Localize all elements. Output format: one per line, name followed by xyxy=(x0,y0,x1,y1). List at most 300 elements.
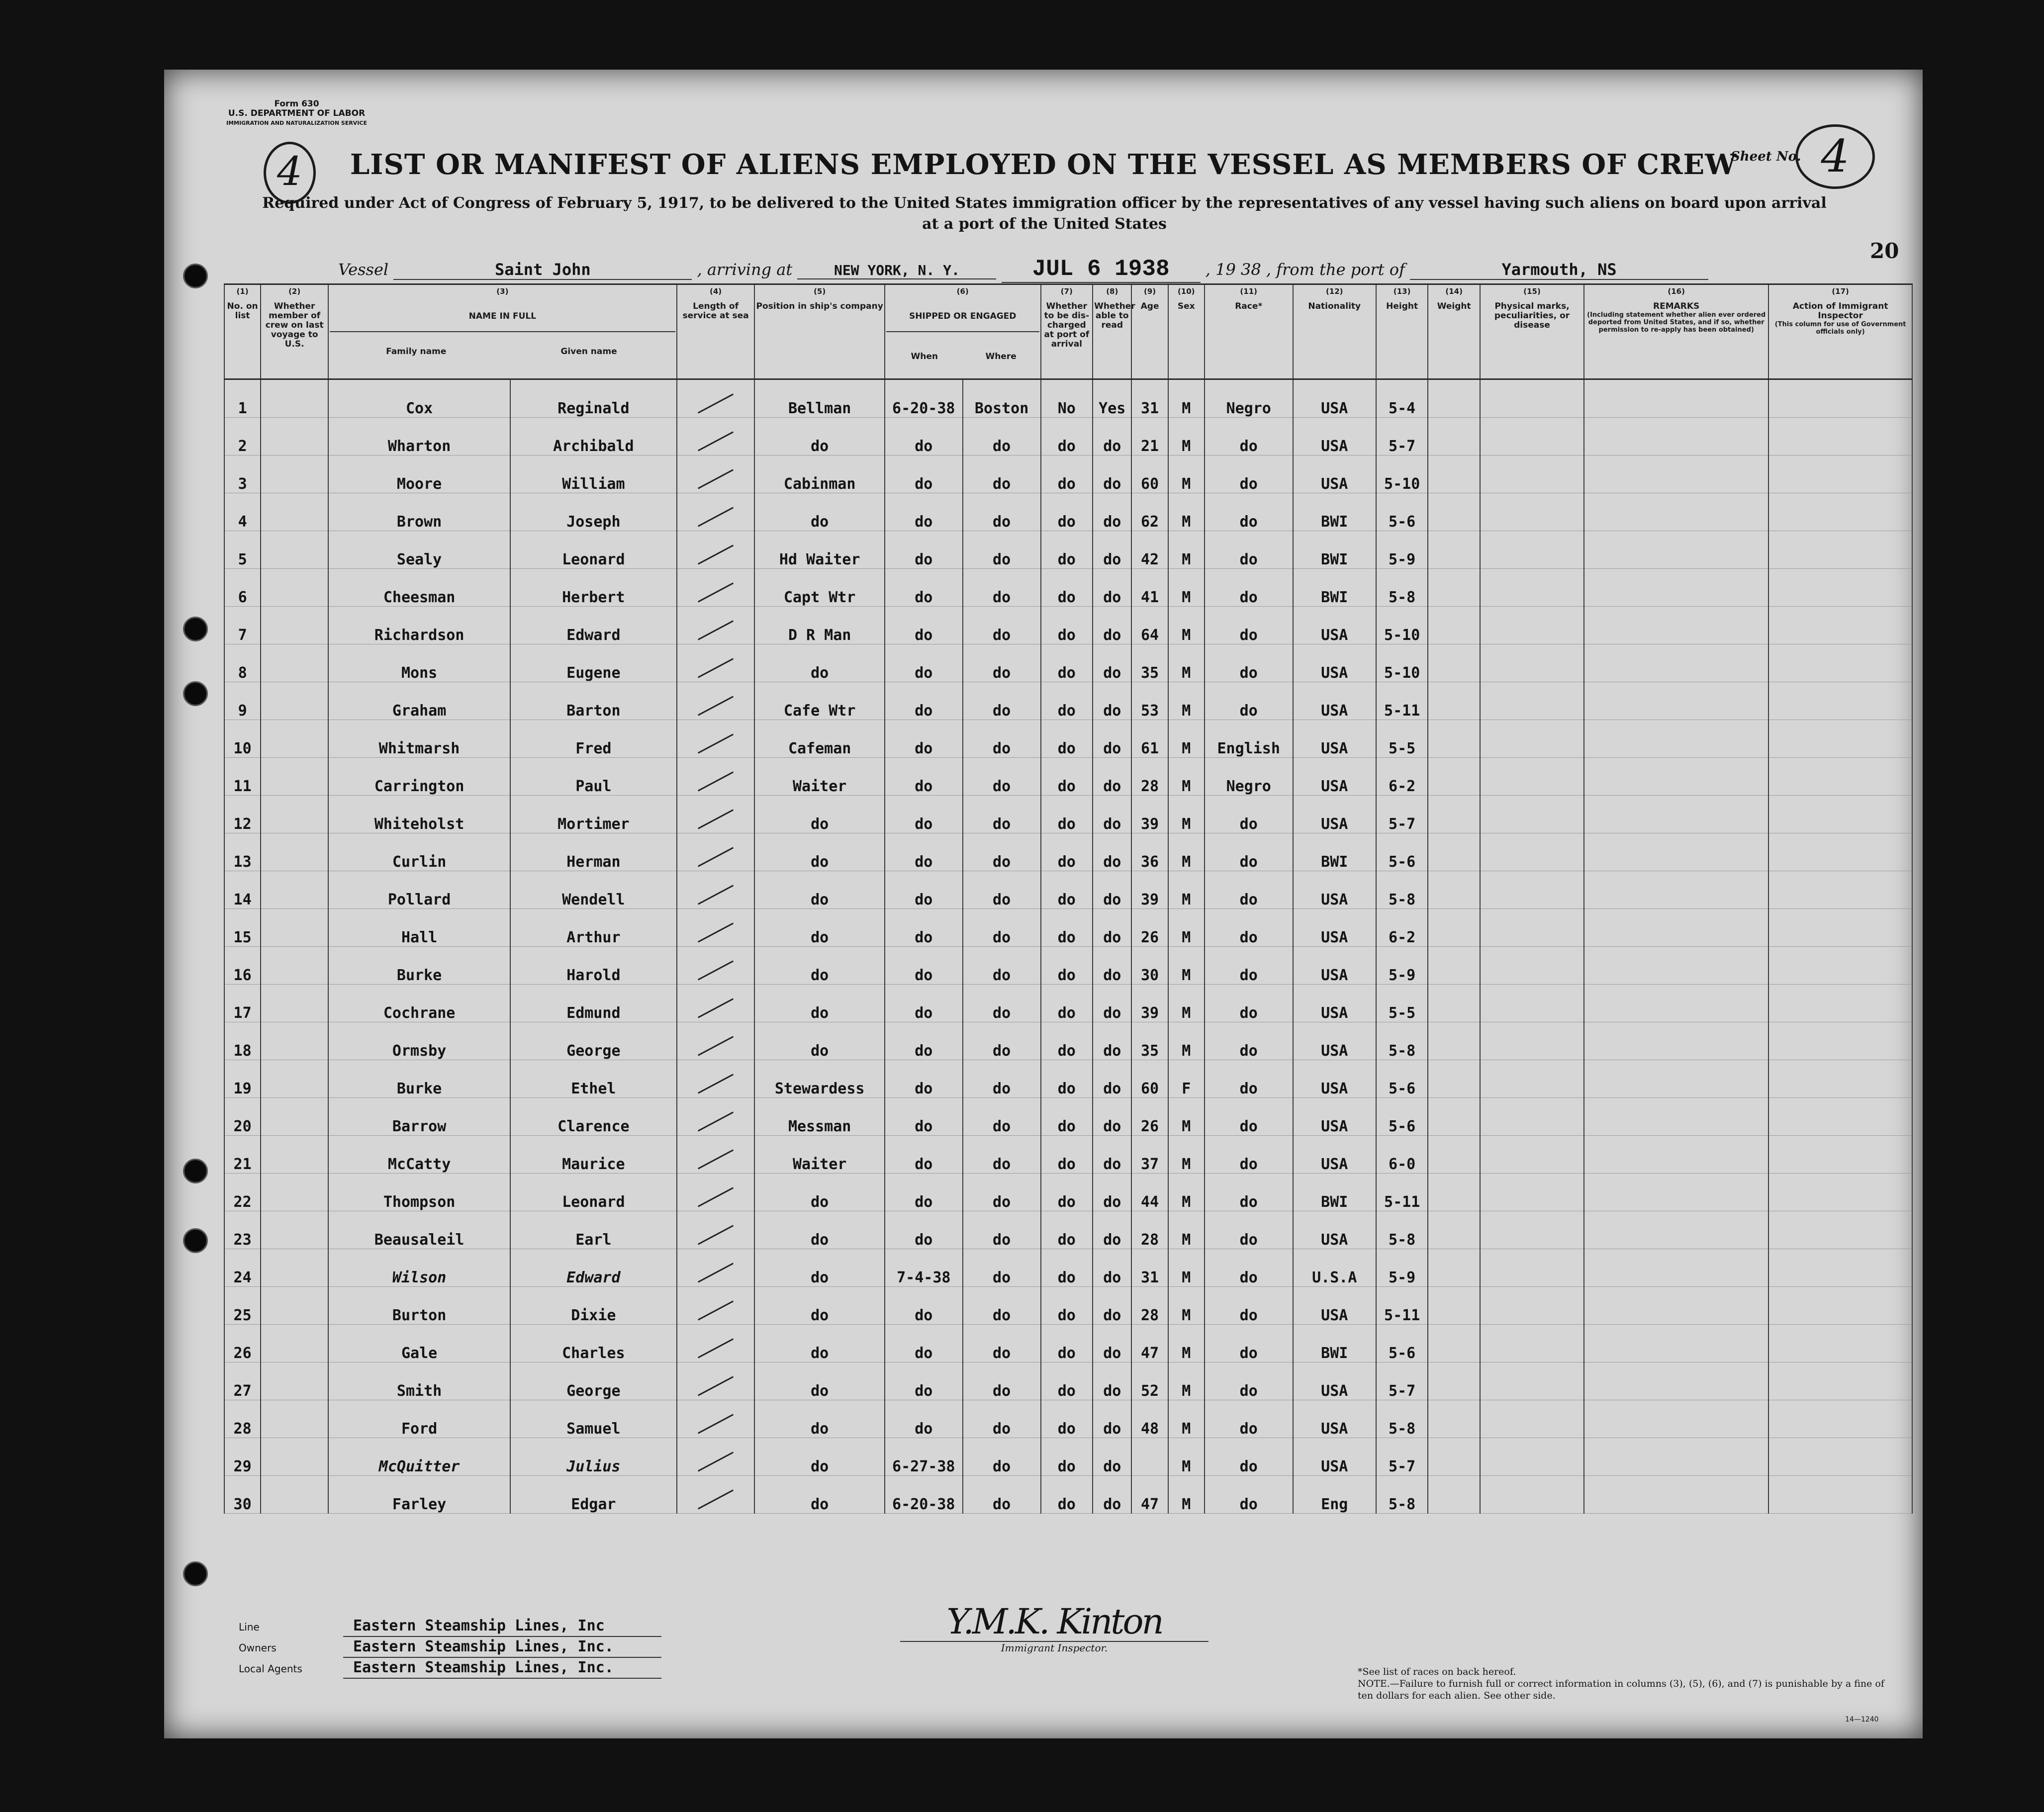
height-cell: 5-6 xyxy=(1376,493,1428,531)
sex-cell: M xyxy=(1168,493,1205,531)
weight-cell xyxy=(1428,418,1480,455)
inspector-action-cell xyxy=(1768,985,1912,1022)
table-row xyxy=(224,1211,1912,1249)
col-num: (10) xyxy=(1168,284,1205,300)
physical-marks-cell xyxy=(1480,796,1584,833)
from-port: Yarmouth, NS xyxy=(1410,260,1708,280)
weight-cell xyxy=(1428,531,1480,569)
physical-marks-cell xyxy=(1480,682,1584,720)
check-mark-icon xyxy=(698,922,734,942)
where-cell: do xyxy=(963,985,1041,1022)
length-service-cell xyxy=(677,1060,755,1098)
weight-cell xyxy=(1428,796,1480,833)
discharged-cell: do xyxy=(1041,1400,1093,1438)
row-number: 24 xyxy=(224,1249,261,1287)
page-title: LIST OR MANIFEST OF ALIENS EMPLOYED ON THE VESSEL AS MEMBERS OF CREW xyxy=(350,148,1737,181)
when-cell: do xyxy=(885,682,963,720)
family-name-cell: Cox xyxy=(328,379,510,418)
where-cell: do xyxy=(963,1211,1041,1249)
remarks-cell xyxy=(1584,531,1768,569)
family-name-cell: Gale xyxy=(328,1325,510,1362)
able-to-read-cell: do xyxy=(1093,531,1131,569)
discharged-cell: do xyxy=(1041,1325,1093,1362)
age-cell: 52 xyxy=(1131,1362,1168,1400)
check-mark-icon xyxy=(698,582,734,602)
check-mark-icon xyxy=(698,469,734,489)
row-number: 26 xyxy=(224,1325,261,1362)
when-cell: do xyxy=(885,1136,963,1174)
able-to-read-cell: do xyxy=(1093,985,1131,1022)
when-cell: do xyxy=(885,644,963,682)
check-mark-icon xyxy=(698,733,734,753)
physical-marks-cell xyxy=(1480,418,1584,455)
able-to-read-cell: do xyxy=(1093,909,1131,947)
col-when: When xyxy=(911,352,938,362)
table-row xyxy=(224,607,1912,644)
nationality-cell: USA xyxy=(1293,947,1376,985)
physical-marks-cell xyxy=(1480,607,1584,644)
row-number: 25 xyxy=(224,1287,261,1325)
position-cell: Capt Wtr xyxy=(754,569,884,607)
race-cell: do xyxy=(1205,1136,1293,1174)
able-to-read-cell: do xyxy=(1093,796,1131,833)
able-to-read-cell: Yes xyxy=(1093,379,1131,418)
position-cell: do xyxy=(754,947,884,985)
inspector-action-cell xyxy=(1768,493,1912,531)
remarks-cell xyxy=(1584,1438,1768,1476)
col-given-name: Given name xyxy=(560,347,617,357)
height-cell: 5-7 xyxy=(1376,1362,1428,1400)
length-service-cell xyxy=(677,418,755,455)
inspector-action-cell xyxy=(1768,1249,1912,1287)
where-cell: do xyxy=(963,871,1041,909)
weight-cell xyxy=(1428,379,1480,418)
height-cell: 6-0 xyxy=(1376,1136,1428,1174)
table-row xyxy=(224,1060,1912,1098)
length-service-cell xyxy=(677,1098,755,1136)
position-cell: Cabinman xyxy=(754,455,884,493)
able-to-read-cell: do xyxy=(1093,833,1131,871)
row-number: 17 xyxy=(224,985,261,1022)
able-to-read-cell: do xyxy=(1093,720,1131,758)
position-cell: do xyxy=(754,493,884,531)
length-service-cell xyxy=(677,985,755,1022)
family-name-cell: McCatty xyxy=(328,1136,510,1174)
given-name-cell: Arthur xyxy=(510,909,677,947)
physical-marks-cell xyxy=(1480,1174,1584,1211)
table-row xyxy=(224,569,1912,607)
length-service-cell xyxy=(677,1211,755,1249)
whether-member-cell xyxy=(261,720,328,758)
height-cell: 5-8 xyxy=(1376,1022,1428,1060)
family-name-cell: Ormsby xyxy=(328,1022,510,1060)
check-mark-icon xyxy=(698,1451,734,1471)
family-name-cell: Thompson xyxy=(328,1174,510,1211)
nationality-cell: USA xyxy=(1293,758,1376,796)
height-cell: 5-4 xyxy=(1376,379,1428,418)
length-service-cell xyxy=(677,1476,755,1514)
nationality-cell: USA xyxy=(1293,607,1376,644)
discharged-cell: do xyxy=(1041,947,1093,985)
nationality-cell: USA xyxy=(1293,1362,1376,1400)
check-mark-icon xyxy=(698,960,734,980)
remarks-cell xyxy=(1584,833,1768,871)
family-name-cell: Cochrane xyxy=(328,985,510,1022)
sex-cell: M xyxy=(1168,1325,1205,1362)
age-cell: 37 xyxy=(1131,1136,1168,1174)
physical-marks-cell xyxy=(1480,1060,1584,1098)
length-service-cell xyxy=(677,947,755,985)
remarks-cell xyxy=(1584,720,1768,758)
remarks-cell xyxy=(1584,1211,1768,1249)
discharged-cell: do xyxy=(1041,1136,1093,1174)
physical-marks-cell xyxy=(1480,1249,1584,1287)
discharged-cell: do xyxy=(1041,493,1093,531)
whether-member-cell xyxy=(261,1098,328,1136)
race-cell: do xyxy=(1205,1211,1293,1249)
whether-member-cell xyxy=(261,758,328,796)
where-cell: do xyxy=(963,1249,1041,1287)
race-cell: do xyxy=(1205,418,1293,455)
inspector-action-cell xyxy=(1768,758,1912,796)
arriving-at: NEW YORK, N. Y. xyxy=(797,262,996,279)
race-cell: do xyxy=(1205,1022,1293,1060)
inspector-action-cell xyxy=(1768,871,1912,909)
agents-label: Local Agents xyxy=(239,1663,302,1675)
given-name-cell: Mortimer xyxy=(510,796,677,833)
where-cell: do xyxy=(963,1400,1041,1438)
remarks-cell xyxy=(1584,1098,1768,1136)
inspector-action-cell xyxy=(1768,644,1912,682)
weight-cell xyxy=(1428,569,1480,607)
given-name-cell: Edward xyxy=(510,607,677,644)
position-cell: do xyxy=(754,1362,884,1400)
length-service-cell xyxy=(677,1362,755,1400)
check-mark-icon xyxy=(698,1376,734,1396)
remarks-cell xyxy=(1584,418,1768,455)
position-cell: Bellman xyxy=(754,379,884,418)
weight-cell xyxy=(1428,1476,1480,1514)
col-num: (15) xyxy=(1480,284,1584,300)
inspector-action-cell xyxy=(1768,1174,1912,1211)
check-mark-icon xyxy=(698,1036,734,1056)
col-num: (4) xyxy=(677,284,755,300)
weight-cell xyxy=(1428,644,1480,682)
physical-marks-cell xyxy=(1480,833,1584,871)
position-cell: Waiter xyxy=(754,758,884,796)
vessel-label: Vessel xyxy=(338,260,389,279)
check-mark-icon xyxy=(698,696,734,716)
race-cell: do xyxy=(1205,682,1293,720)
weight-cell xyxy=(1428,985,1480,1022)
inspector-signature xyxy=(900,1601,1208,1654)
given-name-cell: Earl xyxy=(510,1211,677,1249)
sex-cell: M xyxy=(1168,531,1205,569)
sex-cell: M xyxy=(1168,1098,1205,1136)
when-cell: do xyxy=(885,796,963,833)
height-cell: 5-10 xyxy=(1376,644,1428,682)
weight-cell xyxy=(1428,1136,1480,1174)
sex-cell: M xyxy=(1168,985,1205,1022)
position-cell: Cafeman xyxy=(754,720,884,758)
sex-cell: M xyxy=(1168,1249,1205,1287)
where-cell: do xyxy=(963,455,1041,493)
position-cell: do xyxy=(754,985,884,1022)
family-name-cell: Carrington xyxy=(328,758,510,796)
age-cell: 31 xyxy=(1131,1249,1168,1287)
position-cell: Stewardess xyxy=(754,1060,884,1098)
when-cell: 6-27-38 xyxy=(885,1438,963,1476)
row-number: 28 xyxy=(224,1400,261,1438)
given-name-cell: Leonard xyxy=(510,1174,677,1211)
whether-member-cell xyxy=(261,1022,328,1060)
race-cell: do xyxy=(1205,607,1293,644)
col-shipped-engaged: SHIPPED OR ENGAGED When Where xyxy=(885,300,1041,379)
weight-cell xyxy=(1428,493,1480,531)
family-name-cell: Brown xyxy=(328,493,510,531)
discharged-cell: do xyxy=(1041,1211,1093,1249)
whether-member-cell xyxy=(261,607,328,644)
height-cell: 5-7 xyxy=(1376,1438,1428,1476)
row-number: 22 xyxy=(224,1174,261,1211)
binder-hole xyxy=(183,1561,208,1586)
family-name-cell: Whitmarsh xyxy=(328,720,510,758)
physical-marks-cell xyxy=(1480,644,1584,682)
col-sex: Sex xyxy=(1168,300,1205,379)
discharged-cell: do xyxy=(1041,1098,1093,1136)
weight-cell xyxy=(1428,455,1480,493)
remarks-cell xyxy=(1584,796,1768,833)
check-mark-icon xyxy=(698,809,734,829)
discharged-cell: do xyxy=(1041,682,1093,720)
table-row xyxy=(224,531,1912,569)
inspector-action-cell xyxy=(1768,1400,1912,1438)
age-cell: 61 xyxy=(1131,720,1168,758)
height-cell: 6-2 xyxy=(1376,758,1428,796)
height-cell: 5-6 xyxy=(1376,1060,1428,1098)
weight-cell xyxy=(1428,871,1480,909)
table-row xyxy=(224,720,1912,758)
age-cell: 39 xyxy=(1131,985,1168,1022)
height-cell: 6-2 xyxy=(1376,909,1428,947)
check-mark-icon xyxy=(698,1489,734,1509)
remarks-cell xyxy=(1584,569,1768,607)
race-cell: do xyxy=(1205,1249,1293,1287)
physical-marks-cell xyxy=(1480,1362,1584,1400)
check-mark-icon xyxy=(698,507,734,527)
sex-cell: M xyxy=(1168,871,1205,909)
table-row xyxy=(224,379,1912,418)
sheet-label: Sheet No. xyxy=(1731,149,1801,164)
race-cell: do xyxy=(1205,796,1293,833)
able-to-read-cell: do xyxy=(1093,1136,1131,1174)
remarks-cell xyxy=(1584,985,1768,1022)
row-number: 19 xyxy=(224,1060,261,1098)
where-cell: do xyxy=(963,1174,1041,1211)
where-cell: do xyxy=(963,493,1041,531)
sex-cell: M xyxy=(1168,1476,1205,1514)
age-cell: 47 xyxy=(1131,1476,1168,1514)
height-cell: 5-8 xyxy=(1376,1211,1428,1249)
col-race: Race* xyxy=(1205,300,1293,379)
age-cell: 26 xyxy=(1131,1098,1168,1136)
row-number: 14 xyxy=(224,871,261,909)
position-cell: do xyxy=(754,1249,884,1287)
given-name-cell: Clarence xyxy=(510,1098,677,1136)
remarks-cell xyxy=(1584,493,1768,531)
nationality-cell: USA xyxy=(1293,644,1376,682)
nationality-cell: BWI xyxy=(1293,1174,1376,1211)
whether-member-cell xyxy=(261,985,328,1022)
able-to-read-cell: do xyxy=(1093,569,1131,607)
remarks-cell xyxy=(1584,455,1768,493)
binder-hole xyxy=(183,1159,208,1183)
whether-member-cell xyxy=(261,493,328,531)
row-number: 3 xyxy=(224,455,261,493)
able-to-read-cell: do xyxy=(1093,1400,1131,1438)
line-value: Eastern Steamship Lines, Inc xyxy=(343,1616,661,1637)
nationality-cell: USA xyxy=(1293,871,1376,909)
sex-cell: M xyxy=(1168,1362,1205,1400)
age-cell: 53 xyxy=(1131,682,1168,720)
where-cell: do xyxy=(963,758,1041,796)
race-cell: do xyxy=(1205,985,1293,1022)
remarks-cell xyxy=(1584,758,1768,796)
given-name-cell: Wendell xyxy=(510,871,677,909)
able-to-read-cell: do xyxy=(1093,418,1131,455)
nationality-cell: USA xyxy=(1293,1022,1376,1060)
nationality-cell: BWI xyxy=(1293,531,1376,569)
col-num: (1) xyxy=(224,284,261,300)
physical-marks-cell xyxy=(1480,871,1584,909)
age-cell: 62 xyxy=(1131,493,1168,531)
position-cell: do xyxy=(754,1438,884,1476)
col-num: (16) xyxy=(1584,284,1768,300)
where-cell: do xyxy=(963,644,1041,682)
check-mark-icon xyxy=(698,1149,734,1169)
family-name-cell: Sealy xyxy=(328,531,510,569)
age-cell: 26 xyxy=(1131,909,1168,947)
position-cell: do xyxy=(754,418,884,455)
height-cell: 5-8 xyxy=(1376,871,1428,909)
whether-member-cell xyxy=(261,1211,328,1249)
weight-cell xyxy=(1428,1098,1480,1136)
discharged-cell: do xyxy=(1041,1362,1093,1400)
able-to-read-cell: do xyxy=(1093,682,1131,720)
nationality-cell: USA xyxy=(1293,1400,1376,1438)
table-row xyxy=(224,1249,1912,1287)
given-name-cell: Edgar xyxy=(510,1476,677,1514)
age-cell: 39 xyxy=(1131,871,1168,909)
where-cell: do xyxy=(963,947,1041,985)
when-cell: do xyxy=(885,531,963,569)
remarks-cell xyxy=(1584,947,1768,985)
inspector-action-cell xyxy=(1768,947,1912,985)
discharged-cell: No xyxy=(1041,379,1093,418)
given-name-cell: Reginald xyxy=(510,379,677,418)
physical-marks-cell xyxy=(1480,1438,1584,1476)
weight-cell xyxy=(1428,1174,1480,1211)
whether-member-cell xyxy=(261,644,328,682)
page-number: 20 xyxy=(1870,239,1899,263)
table-row xyxy=(224,1476,1912,1514)
manifest-rows xyxy=(224,379,1912,1514)
row-number: 9 xyxy=(224,682,261,720)
able-to-read-cell: do xyxy=(1093,1287,1131,1325)
physical-marks-cell xyxy=(1480,455,1584,493)
physical-marks-cell xyxy=(1480,1098,1584,1136)
able-to-read-cell: do xyxy=(1093,947,1131,985)
whether-member-cell xyxy=(261,531,328,569)
nationality-cell: BWI xyxy=(1293,1325,1376,1362)
family-name-cell: Hall xyxy=(328,909,510,947)
row-number: 13 xyxy=(224,833,261,871)
length-service-cell xyxy=(677,833,755,871)
table-row xyxy=(224,758,1912,796)
family-name-cell: Ford xyxy=(328,1400,510,1438)
whether-member-cell xyxy=(261,1476,328,1514)
col-nationality: Nationality xyxy=(1293,300,1376,379)
weight-cell xyxy=(1428,1400,1480,1438)
race-cell: do xyxy=(1205,1098,1293,1136)
family-name-cell: Graham xyxy=(328,682,510,720)
inspector-action-cell xyxy=(1768,1098,1912,1136)
length-service-cell xyxy=(677,758,755,796)
age-cell: 30 xyxy=(1131,947,1168,985)
physical-marks-cell xyxy=(1480,758,1584,796)
given-name-cell: Edward xyxy=(510,1249,677,1287)
given-name-cell: Barton xyxy=(510,682,677,720)
given-name-cell: Dixie xyxy=(510,1287,677,1325)
sex-cell: M xyxy=(1168,1136,1205,1174)
sex-cell: M xyxy=(1168,796,1205,833)
manifest-table xyxy=(224,283,1913,1514)
race-cell: do xyxy=(1205,644,1293,682)
sex-cell: M xyxy=(1168,1438,1205,1476)
nationality-cell: USA xyxy=(1293,796,1376,833)
sex-cell: M xyxy=(1168,947,1205,985)
remarks-cell xyxy=(1584,871,1768,909)
family-name-cell: Moore xyxy=(328,455,510,493)
family-name-cell: Farley xyxy=(328,1476,510,1514)
check-mark-icon xyxy=(698,1263,734,1282)
inspector-action-cell xyxy=(1768,607,1912,644)
height-cell: 5-6 xyxy=(1376,1325,1428,1362)
height-cell: 5-10 xyxy=(1376,607,1428,644)
where-cell: do xyxy=(963,1287,1041,1325)
when-cell: do xyxy=(885,985,963,1022)
list-number-circle: 4 xyxy=(264,142,316,204)
row-number: 4 xyxy=(224,493,261,531)
manifest-table-wrap xyxy=(224,283,1913,1576)
family-name-cell: McQuitter xyxy=(328,1438,510,1476)
age-cell: 35 xyxy=(1131,644,1168,682)
row-number: 2 xyxy=(224,418,261,455)
col-num: (6) xyxy=(885,284,1041,300)
inspector-action-cell xyxy=(1768,796,1912,833)
able-to-read-cell: do xyxy=(1093,1438,1131,1476)
col-num: (11) xyxy=(1205,284,1293,300)
height-cell: 5-10 xyxy=(1376,455,1428,493)
table-row xyxy=(224,833,1912,871)
where-cell: do xyxy=(963,909,1041,947)
vessel-line xyxy=(338,256,1708,283)
when-cell: do xyxy=(885,1400,963,1438)
table-row xyxy=(224,418,1912,455)
penalty-note: NOTE.—Failure to furnish full or correct information in columns (3), (5), (6), and (7) is punishable by a fine of ten dollars for each alien. See other side. xyxy=(1358,1678,1884,1701)
table-row xyxy=(224,947,1912,985)
nationality-cell: USA xyxy=(1293,682,1376,720)
